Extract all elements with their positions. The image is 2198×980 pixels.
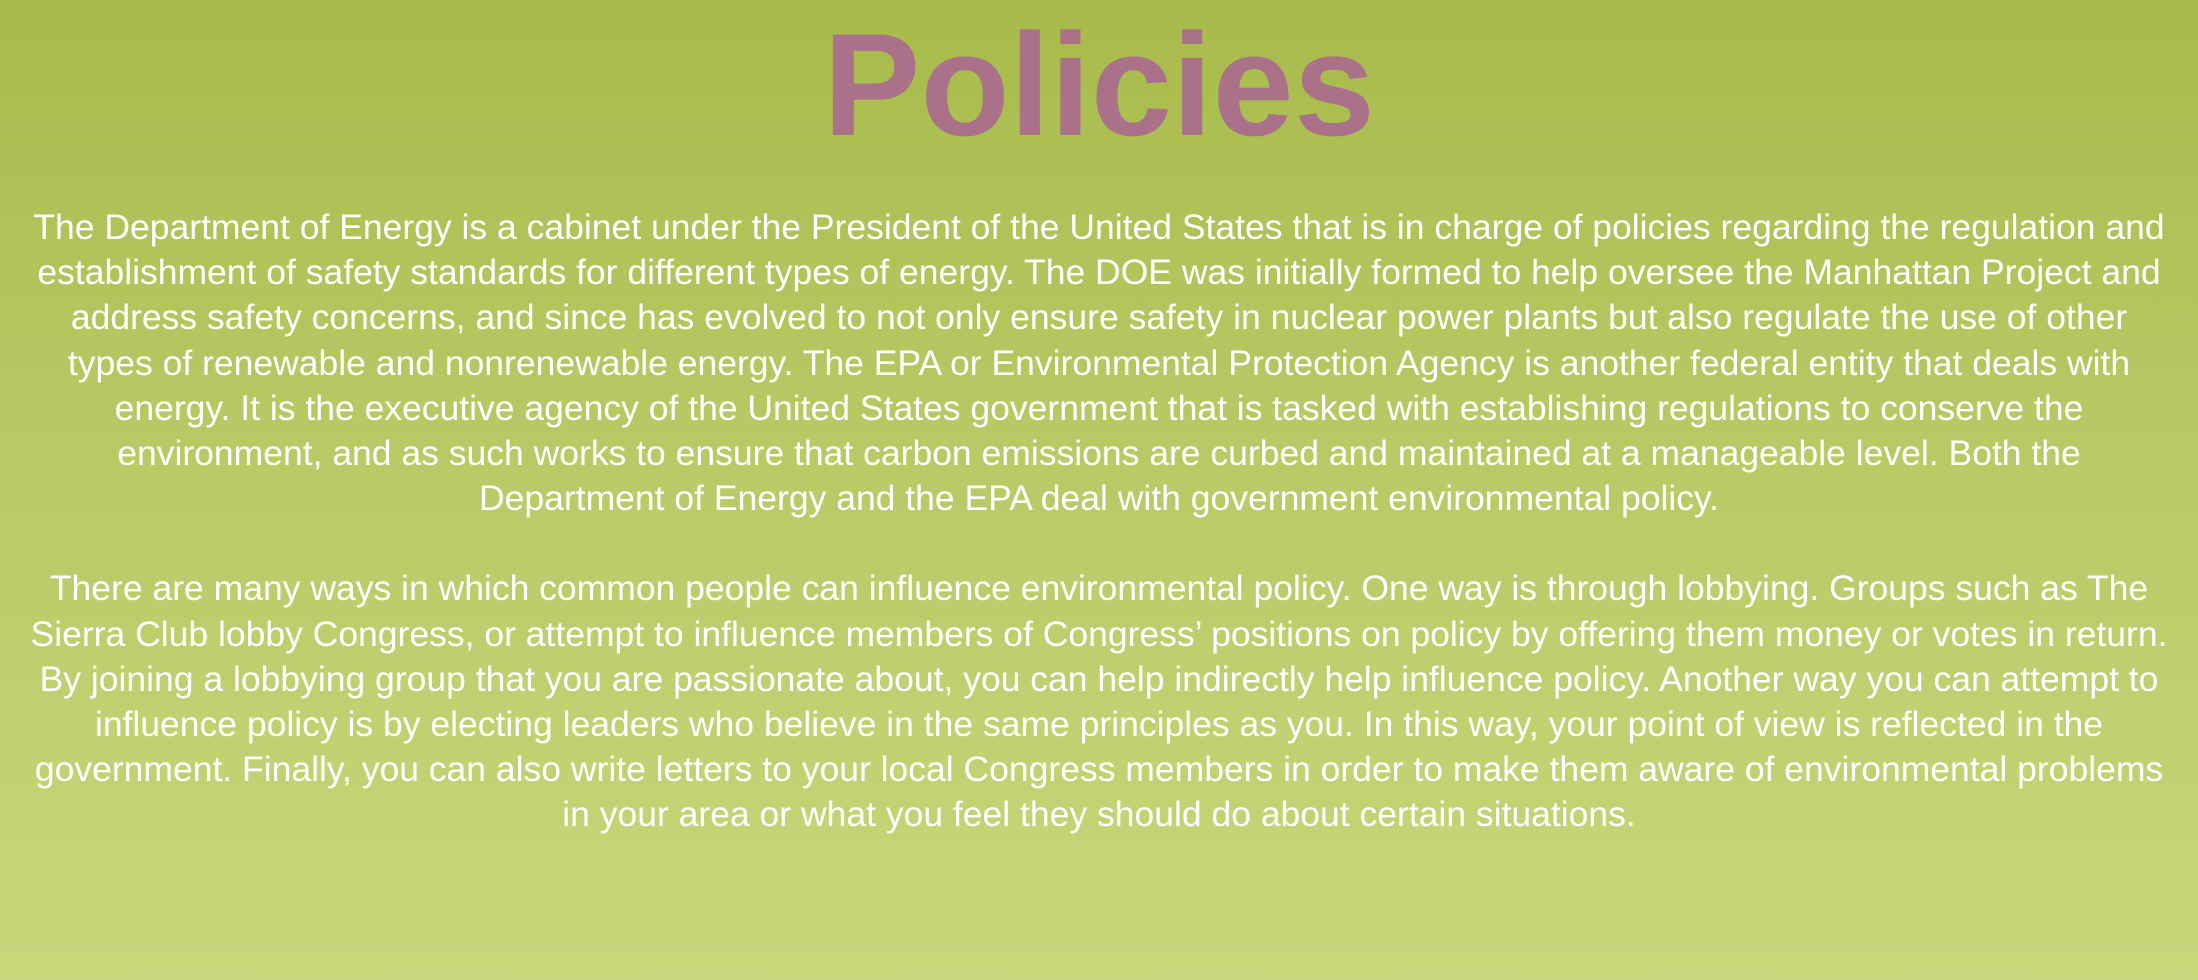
influence-policy-paragraph: There are many ways in which common people can influence environmental policy. One way is through lobbying. Groups such as The Sierra Club lobby Congress, or attempt to influence members of Congress’ positions on policy by offering them money or votes in return. By joining a lobbying group that you are passionate about, you can help indirectly help influence policy. Another way you can attempt to influence policy is by electing leaders who believe in the same principles as you. In this way, your point of view is reflected in the government. Finally, you can also write letters to your local Congress members in order to make them aware of environmental problems in your area or what you feel they should do about certain situations. bbox=[30, 568, 2168, 835]
doe-epa-paragraph: The Department of Energy is a cabinet under the President of the United States that is in charge of policies regarding the regulation and establishment of safety standards for different types of energy. The DOE was initially formed to help oversee the Manhattan Project and address safety concerns, and since has evolved to not only ensure safety in nuclear power plants but also regulate the use of other types of renewable and nonrenewable energy. The EPA or Environmental Protection Agency is another federal entity that deals with energy. It is the executive agency of the United States government that is tasked with establishing regulations to conserve the environment, and as such works to ensure that carbon emissions are curbed and maintained at a manageable level. Both the Department of Energy and the EPA deal with government environmental policy. bbox=[33, 207, 2165, 519]
page-title: Policies bbox=[823, 3, 1375, 166]
